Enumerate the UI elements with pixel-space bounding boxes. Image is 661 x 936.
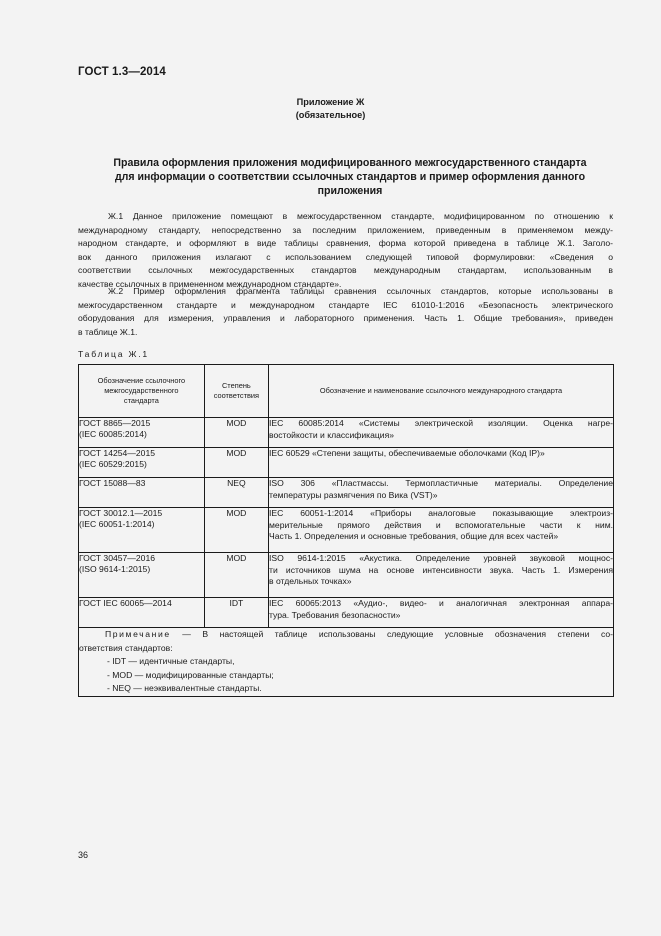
- header-degree: [204, 365, 268, 418]
- cell-degree: MOD: [204, 448, 268, 478]
- cell-degree: IDT: [204, 598, 268, 628]
- document-header: ГОСТ 1.3—2014: [78, 66, 166, 78]
- paragraph-line: народном стандарте, и оформляют в виде таблицы сравнения, форма которой приведена в таблице Ж.1. Заголо-: [78, 238, 613, 248]
- table-row: [79, 508, 614, 553]
- table-row: [79, 418, 614, 448]
- paragraph-zh1: [78, 210, 613, 291]
- paragraph-line: Ж.1 Данное приложение помещают в межгосударственном стандарте, модифицированном по отношению к: [108, 211, 613, 221]
- cell-degree: MOD: [204, 418, 268, 448]
- cell-line: (IEC 60529:2015): [79, 459, 147, 469]
- header-line: Обозначение ссылочного: [97, 376, 186, 385]
- cell-name: [269, 418, 614, 448]
- cell-code: [79, 418, 205, 448]
- note-line: [79, 628, 613, 642]
- cell-name: [269, 508, 614, 553]
- note-label: Примечание: [105, 629, 171, 639]
- cell-degree: MOD: [204, 553, 268, 598]
- cell-line: ГОСТ IEC 60065—2014: [79, 598, 172, 608]
- header-code: [79, 365, 205, 418]
- paragraph-line: вок данного приложения излагают с использованием следующей типовой формулировки: «Сведения о: [78, 251, 613, 262]
- paragraph-line: качестве ссылочных в примененном международном стандарте».: [78, 278, 342, 289]
- header-line: межгосударственного: [104, 386, 179, 395]
- cell-code: [79, 448, 205, 478]
- table-row: [79, 478, 614, 508]
- table-note: [79, 628, 614, 697]
- header-name: [269, 365, 614, 418]
- paragraph-line: Ж.2 Пример оформления фрагмента таблицы сравнения ссылочных стандартов, которые использованы в: [108, 286, 613, 296]
- cell-line: ГОСТ 15088—83: [79, 478, 146, 488]
- section-title-line: Правила оформления приложения модифицированного межгосударственного стандарта: [113, 157, 587, 169]
- note-intro: — В настоящей таблице использованы следующие условные обозначения степени со-: [170, 629, 613, 639]
- cell-line: IEC 60085:2014 «Системы электрической изоляции. Оценка нагре-: [269, 418, 613, 428]
- table-header-row: [79, 365, 614, 418]
- cell-line: Часть 1. Определения и основные требования, общие для всех частей»: [269, 531, 559, 541]
- cell-line: ГОСТ 14254—2015: [79, 448, 156, 458]
- section-title-line: приложения: [317, 185, 383, 197]
- cell-line: (IEC 60051-1:2014): [79, 519, 155, 529]
- cell-line: ГОСТ 8865—2015: [79, 418, 151, 428]
- cell-code: [79, 598, 205, 628]
- cell-line: ISO 306 «Пластмассы. Термопластичные материалы. Определение: [269, 478, 613, 488]
- table-row: [79, 553, 614, 598]
- table-row: [79, 448, 614, 478]
- paragraph-zh2: [78, 285, 613, 339]
- cell-line: IEC 60065:2013 «Аудио-, видео- и аналогичная электронная аппара-: [269, 598, 613, 608]
- cell-line: температуры размягчения по Вика (VST)»: [269, 489, 438, 500]
- cell-line: (ISO 9614-1:2015): [79, 564, 151, 574]
- cell-name: [269, 553, 614, 598]
- header-line: Обозначение и наименование ссылочного международного стандарта: [319, 386, 563, 395]
- cell-line: востойкости и классификация»: [269, 429, 395, 440]
- table-row: [79, 598, 614, 628]
- cell-code: [79, 508, 205, 553]
- table-caption: Таблица Ж.1: [78, 349, 149, 359]
- paragraph-line: межгосударственном стандарте и международном стандарте IEC 61010-1:2016 «Безопасность электрического: [78, 299, 613, 310]
- table-note-row: [79, 628, 614, 697]
- cell-name: [269, 448, 614, 478]
- section-title-line: для информации о соответствии ссылочных стандартов и пример оформления данного: [114, 171, 586, 183]
- annex-status: (обязательное): [295, 110, 366, 120]
- paragraph-line: соответствии ссылочных межгосударственных стандартов международным стандартам, использованным в: [78, 265, 613, 275]
- cell-line: ГОСТ 30012.1—2015: [79, 508, 163, 518]
- cell-code: [79, 478, 205, 508]
- note-item: - NEQ — неэквивалентные стандарты.: [107, 683, 262, 693]
- cell-line: мерительные прямого действия и вспомогательные части к ним.: [269, 519, 613, 530]
- cell-line: в отдельных точках»: [269, 576, 352, 586]
- annex-title: Приложение Ж: [296, 97, 365, 107]
- cell-degree: NEQ: [204, 478, 268, 508]
- cell-line: IEC 60529 «Степени защиты, обеспечиваемые оболочками (Код IP)»: [269, 448, 545, 458]
- paragraph-line: в таблице Ж.1.: [78, 326, 138, 337]
- cell-degree: MOD: [204, 508, 268, 553]
- header-line: соответствия: [213, 391, 260, 400]
- cell-code: [79, 553, 205, 598]
- cell-name: [269, 478, 614, 508]
- section-title: [90, 156, 610, 198]
- cell-line: (IEC 60085:2014): [79, 429, 147, 439]
- cell-line: ГОСТ 30457—2016: [79, 553, 156, 563]
- paragraph-line: международному стандарту, непосредственно за последним приложением, приведенным в применяемом между-: [78, 224, 613, 235]
- comparison-table: [78, 364, 614, 697]
- note-line: ответствия стандартов:: [79, 642, 173, 653]
- cell-name: [269, 598, 614, 628]
- cell-line: тура. Требования безопасности»: [269, 609, 401, 620]
- cell-line: ISO 9614-1:2015 «Акустика. Определение уровней звуковой мощнос-: [269, 553, 613, 563]
- paragraph-line: оборудования для измерения, управления и лабораторного применения. Часть 1. Общие требования», приведен: [78, 313, 613, 323]
- cell-line: ти источников шума на основе интенсивности звука. Часть 1. Измерения: [269, 564, 613, 575]
- note-item: - MOD — модифицированные стандарты;: [107, 669, 274, 680]
- cell-line: IEC 60051-1:2014 «Приборы аналоговые показывающие электроиз-: [269, 508, 613, 518]
- header-line: стандарта: [123, 396, 159, 405]
- note-item: - IDT — идентичные стандарты,: [107, 656, 235, 666]
- page-number: 36: [78, 850, 89, 860]
- header-line: Степень: [221, 381, 251, 390]
